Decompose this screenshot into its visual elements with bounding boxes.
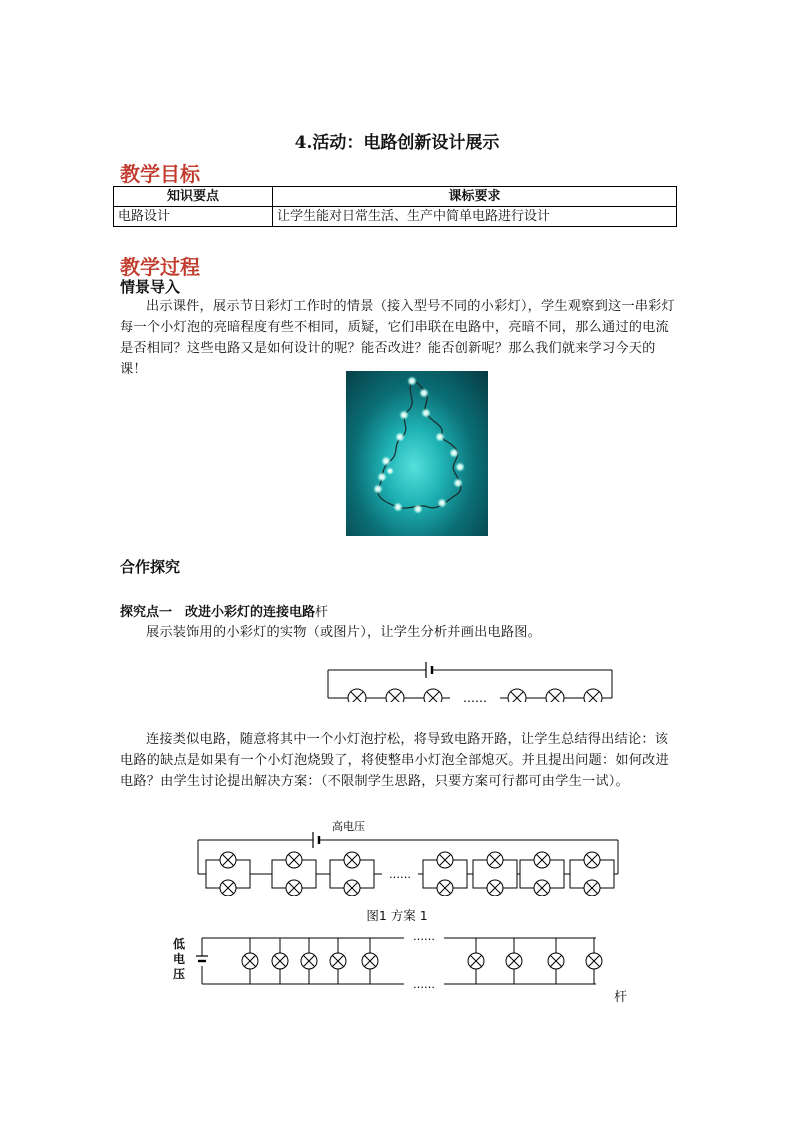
lamp-icon <box>584 689 602 702</box>
lamp-icon <box>437 880 453 896</box>
section-heading-objectives: 教学目标 <box>120 162 200 186</box>
lamp-icon <box>584 852 600 868</box>
figure1-caption: 图1 方案 1 <box>366 908 428 923</box>
lamp-pair-group <box>423 852 467 896</box>
lamp-icon <box>220 852 236 868</box>
lamp-icon <box>344 852 360 868</box>
lamp-icon <box>508 689 526 702</box>
lamp-icon <box>286 852 302 868</box>
lamp-icon <box>330 953 346 969</box>
low-voltage-label <box>173 937 185 982</box>
table-header: 知识要点 <box>114 187 273 207</box>
lamp-icon <box>386 689 404 702</box>
lamp-icon <box>348 689 366 702</box>
series-circuit-diagram <box>320 656 620 702</box>
point1-label: 探究点一 改进小彩灯的连接电路 <box>120 605 316 620</box>
low-voltage-char: 低 <box>173 937 186 951</box>
section-heading-cooperation: 合作探究 <box>120 558 181 576</box>
lamp-icon <box>362 953 378 969</box>
page-title: 4.活动：电路创新设计展示 <box>294 133 500 153</box>
lamp-icon <box>286 880 302 896</box>
low-voltage-char: 压 <box>173 967 186 981</box>
figure1-ellipsis: …… <box>389 868 411 881</box>
lamp-icon <box>344 880 360 896</box>
lamp-pair-group <box>570 852 614 896</box>
figure2-circuit-diagram <box>192 928 612 990</box>
lamp-icon <box>534 852 550 868</box>
lamp-icon <box>437 852 453 868</box>
figure2-ellipsis-top: …… <box>413 930 435 943</box>
intro-paragraph: 出示课件，展示节日彩灯工作时的情景（接入型号不同的小彩灯），学生观察到这一串彩灯每一个小灯泡的亮暗程度有些不相同，质疑，它们串联在电路中，亮暗不同，那么通过的电流是否相同？这些电路又是如何设计的呢？能否改进？能否创新呢？那么我们就来学习今天的课！ <box>120 299 675 377</box>
figure1-circuit-diagram <box>192 818 624 896</box>
point1-text: 展示装饰用的小彩灯的实物（或图片），让学生分析并画出电路图。 <box>146 625 542 640</box>
table-cell: 让学生能对日常生活、生产中简单电路进行设计 <box>273 207 677 227</box>
lamp-pair-group <box>520 852 564 896</box>
table-cell: 电路设计 <box>114 207 273 227</box>
objectives-table <box>113 186 677 227</box>
lamp-icon <box>487 852 503 868</box>
table-header: 课标要求 <box>273 187 677 207</box>
lamp-icon <box>242 953 258 969</box>
lamp-icon <box>506 953 522 969</box>
lamp-icon <box>301 953 317 969</box>
point1-line <box>120 601 328 620</box>
table-row <box>114 207 677 227</box>
subheading-intro: 情景导入 <box>120 278 181 296</box>
lamp-pair-group <box>473 852 517 896</box>
lamp-icon <box>424 689 442 702</box>
lamp-pair-group <box>272 852 316 896</box>
lamp-pair-group <box>330 852 374 896</box>
lamp-icon <box>468 953 484 969</box>
point1-trailing-char: 杆 <box>315 605 329 620</box>
section-heading-process: 教学过程 <box>120 255 200 279</box>
string-lights-illustration <box>346 371 488 536</box>
string-lights-photo <box>346 371 488 536</box>
low-voltage-char: 电 <box>173 952 186 966</box>
lamp-icon <box>546 689 564 702</box>
lamp-icon <box>548 953 564 969</box>
trailing-char: 杆 <box>614 990 628 1005</box>
lamp-pair-group <box>206 852 250 896</box>
lamp-icon <box>487 880 503 896</box>
table-header-row <box>114 187 677 207</box>
series-ellipsis: …… <box>463 691 487 702</box>
conclusion-paragraph: 连接类似电路，随意将其中一个小灯泡拧松，将导致电路开路，让学生总结得出结论：该电路的缺点是如果有一个小灯泡烧毁了，将使整串小灯泡全部熄灭。并且提出问题：如何改进电路？由学生讨论提出解决方案：（不限制学生思路，只要方案可行都可由学生一试）。 <box>120 732 669 789</box>
lamp-icon <box>220 880 236 896</box>
high-voltage-label: 高电压 <box>332 820 365 833</box>
lamp-icon <box>586 953 602 969</box>
lamp-icon <box>534 880 550 896</box>
lamp-icon <box>272 953 288 969</box>
lamp-icon <box>584 880 600 896</box>
figure2-ellipsis-bottom: …… <box>413 978 435 990</box>
